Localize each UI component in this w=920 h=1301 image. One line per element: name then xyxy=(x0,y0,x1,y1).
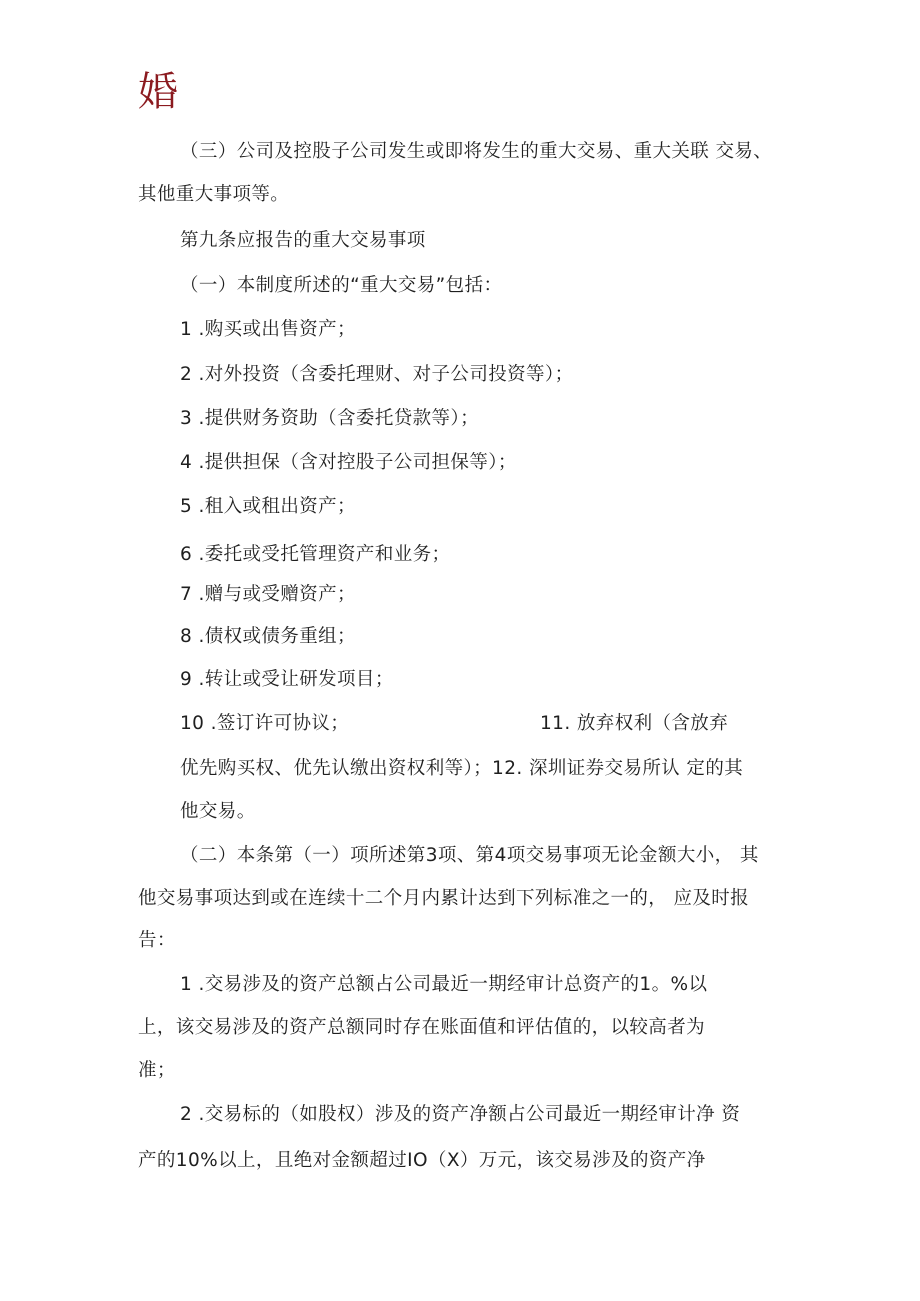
standard-1-line-2: 上，该交易涉及的资产总额同时存在账面值和评估值的，以较高者为 xyxy=(138,1017,706,1038)
paragraph-3-line-2: 其他重大事项等。 xyxy=(138,184,290,205)
list-item-3: 3 .提供财务资助（含委托贷款等）； xyxy=(180,408,479,429)
standard-2-line-2: 产的10%以上，且绝对金额超过IO（X）万元，该交易涉及的资产净 xyxy=(138,1150,706,1171)
section-2-line-1: （二）本条第（一）项所述第3项、第4项交易事项无论金额大小， 其 xyxy=(180,845,759,866)
standard-1-line-3: 准； xyxy=(138,1060,176,1081)
list-item-4: 4 .提供担保（含对控股子公司担保等）； xyxy=(180,452,517,473)
list-item-2: 2 .对外投资（含委托理财、对子公司投资等）； xyxy=(180,364,574,385)
list-item-10: 10 .签订许可协议； xyxy=(180,713,350,734)
list-item-6: 6 .委托或受托管理资产和业务； xyxy=(180,544,451,565)
list-item-12-end: 他交易。 xyxy=(180,801,256,822)
section-1-heading: （一）本制度所述的“重大交易”包括： xyxy=(180,275,503,296)
standard-2-line-1: 2 .交易标的（如股权）涉及的资产净额占公司最近一期经审计净 资 xyxy=(180,1104,741,1125)
list-item-1: 1 .购买或出售资产； xyxy=(180,319,356,340)
paragraph-3-line-1: （三）公司及控股子公司发生或即将发生的重大交易、重大关联 交易、 xyxy=(180,141,773,162)
list-item-11-start: 11. 放弃权利（含放弃 xyxy=(540,713,729,734)
list-item-8: 8 .债权或债务重组； xyxy=(180,626,356,647)
list-item-9: 9 .转让或受让研发项目； xyxy=(180,669,394,690)
list-item-5: 5 .租入或租出资产； xyxy=(180,496,356,517)
header-logo-glyph: 婚 xyxy=(138,69,178,115)
list-item-7: 7 .赠与或受赠资产； xyxy=(180,584,356,605)
section-2-line-3: 告： xyxy=(138,930,176,951)
list-item-11-continued: 优先购买权、优先认缴出资权利等）；12. 深圳证券交易所认 定的其 xyxy=(180,758,744,779)
section-2-line-2: 他交易事项达到或在连续十二个月内累计达到下列标准之一的， 应及时报 xyxy=(138,888,750,909)
article-9-title: 第九条应报告的重大交易事项 xyxy=(180,230,426,251)
standard-1-line-1: 1 .交易涉及的资产总额占公司最近一期经审计总资产的1。%以 xyxy=(180,974,708,995)
